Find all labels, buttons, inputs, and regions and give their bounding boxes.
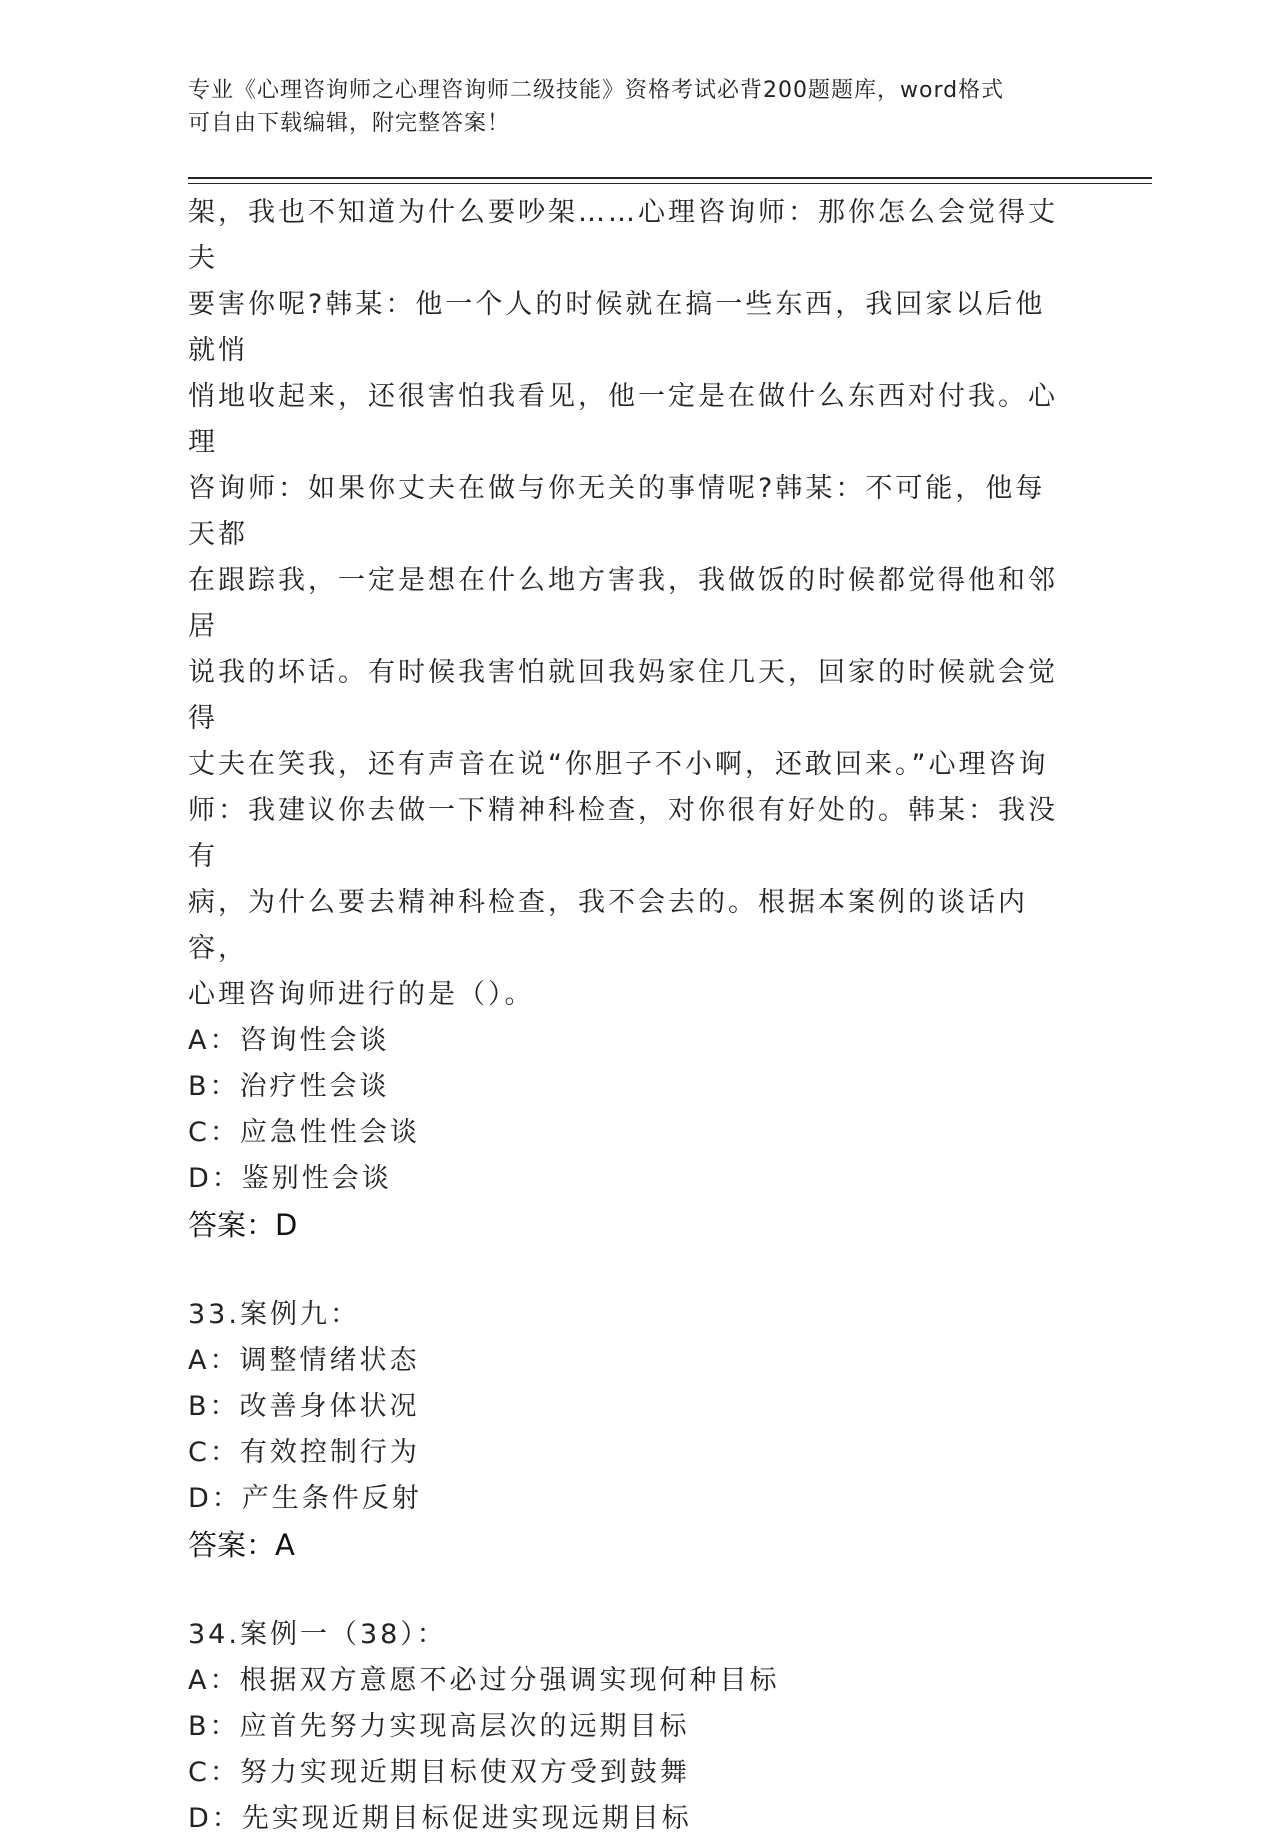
option-d: D：产生条件反射: [188, 1483, 422, 1514]
document-body: [188, 190, 1068, 1842]
question-title: 34.案例一（38）：: [188, 1619, 447, 1650]
question-text-line: 咨询师：如果你丈夫在做与你无关的事情呢?韩某：不可能，他每天都: [188, 473, 1046, 550]
answer: 答案：D: [188, 1208, 298, 1242]
option-d: D：先实现近期目标促进实现远期目标: [188, 1803, 692, 1834]
header-rule-thin: [188, 183, 1152, 184]
option-c: C：应急性性会谈: [188, 1117, 420, 1148]
question-text-line: 丈夫在笑我，还有声音在说“你胆子不小啊，还敢回来。”心理咨询: [188, 749, 1049, 780]
option-a: A：咨询性会谈: [188, 1025, 390, 1056]
option-c: C：有效控制行为: [188, 1437, 420, 1468]
option-c: C：努力实现近期目标使双方受到鼓舞: [188, 1757, 690, 1788]
spacer: [188, 1568, 1068, 1612]
document-header: [188, 74, 1068, 140]
question-text-line: 要害你呢?韩某：他一个人的时候就在搞一些东西，我回家以后他就悄: [188, 289, 1046, 366]
question-32: [188, 190, 1068, 1248]
question-text-line: 心理咨询师进行的是（）。: [188, 979, 535, 1010]
question-text-line: 病，为什么要去精神科检查，我不会去的。根据本案例的谈话内容，: [188, 887, 1028, 964]
answer: 答案：A: [188, 1528, 295, 1562]
question-text-line: 说我的坏话。有时候我害怕就回我妈家住几天，回家的时候就会觉得: [188, 657, 1058, 734]
question-text-line: 架，我也不知道为什么要吵架……心理咨询师：那你怎么会觉得丈夫: [188, 197, 1058, 274]
header-line-2: 可自由下载编辑，附完整答案！: [188, 111, 511, 136]
spacer: [188, 1248, 1068, 1292]
option-b: B：应首先努力实现高层次的远期目标: [188, 1711, 690, 1742]
option-b: B：治疗性会谈: [188, 1071, 390, 1102]
question-text-line: 师：我建议你去做一下精神科检查，对你很有好处的。韩某：我没有: [188, 795, 1058, 872]
header-rule-thick: [188, 177, 1152, 179]
option-a: A：调整情绪状态: [188, 1345, 420, 1376]
option-a: A：根据双方意愿不必过分强调实现何种目标: [188, 1665, 780, 1696]
option-d: D：鉴别性会谈: [188, 1163, 392, 1194]
option-b: B：改善身体状况: [188, 1391, 420, 1422]
question-34: [188, 1612, 1068, 1842]
header-line-1: 专业《心理咨询师之心理咨询师二级技能》资格考试必背200题题库，word格式: [188, 78, 1005, 103]
question-33: [188, 1292, 1068, 1568]
question-title: 33.案例九：: [188, 1299, 360, 1330]
question-text-line: 在跟踪我，一定是想在什么地方害我，我做饭的时候都觉得他和邻居: [188, 565, 1058, 642]
question-text-line: 悄地收起来，还很害怕我看见，他一定是在做什么东西对付我。心理: [188, 381, 1058, 458]
